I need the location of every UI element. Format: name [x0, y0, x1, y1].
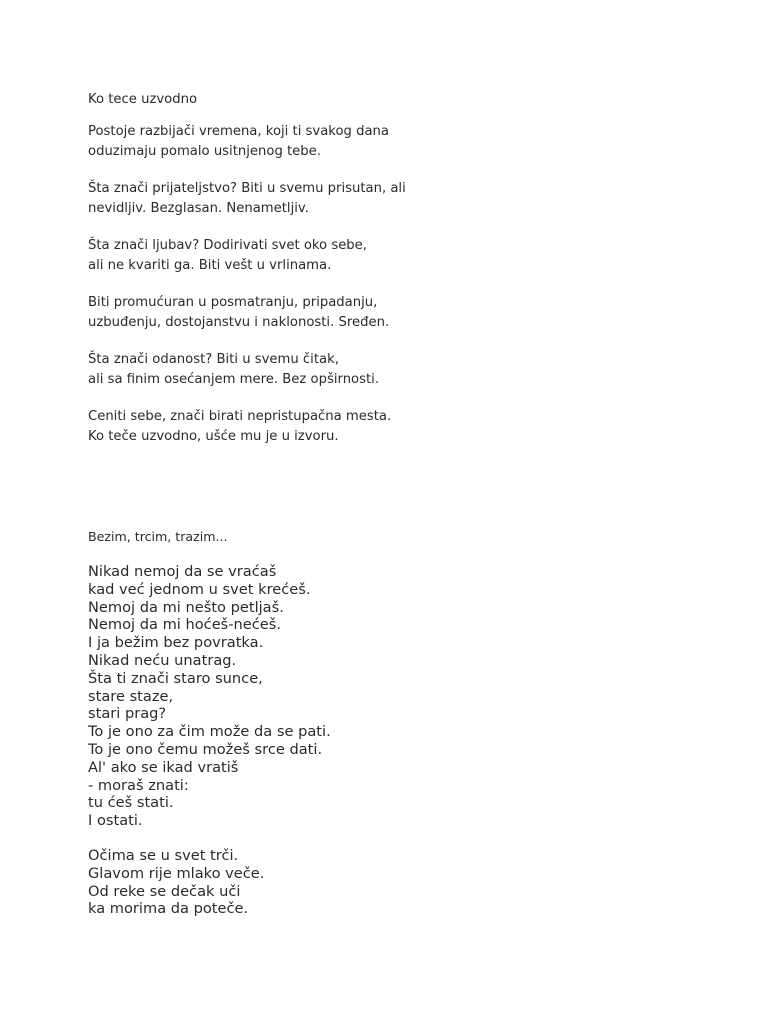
poem-title: Bezim, trcim, trazim...: [88, 529, 228, 544]
poem-line: Očima se u svet trči.: [88, 846, 239, 864]
poem-line: I ostati.: [88, 812, 143, 830]
poem-title: Ko tece uzvodno: [88, 92, 198, 107]
poem-body: [88, 122, 406, 464]
poem-line: Nemoj da mi nešto petljaš.: [88, 598, 284, 616]
stanza: [88, 847, 331, 918]
stanza: [88, 236, 406, 275]
poem-line: Ko teče uzvodno, ušće mu je u izvoru.: [88, 428, 339, 444]
stanza: [88, 293, 406, 332]
stanza: [88, 407, 406, 446]
poem-line: Biti promućuran u posmatranju, pripadanju,: [88, 295, 378, 310]
poem-line: nevidljiv. Bezglasan. Nenametljiv.: [88, 200, 309, 216]
poem-line: - moraš znati:: [88, 776, 189, 794]
poem-line: stare staze,: [88, 687, 174, 705]
poem-line: To je ono za čim može da se pati.: [88, 723, 331, 741]
stanza: [88, 563, 331, 830]
poem-line: tu ćeš stati.: [88, 794, 174, 812]
poem-line: To je ono čemu možeš srce dati.: [88, 740, 323, 758]
poem-line: kad već jednom u svet krećeš.: [88, 580, 311, 598]
poem-line: ali ne kvariti ga. Biti vešt u vrlinama.: [88, 257, 332, 273]
poem-line: Al' ako se ikad vratiš: [88, 758, 239, 776]
poem-line: Šta znači odanost? Biti u svemu čitak,: [88, 352, 339, 367]
poem-line: I ja bežim bez povratka.: [88, 634, 264, 652]
poem-line: Ceniti sebe, znači birati nepristupačna mesta.: [88, 409, 392, 424]
poem-line: Nemoj da mi hoćeš-nećeš.: [88, 616, 282, 634]
poem-line: ka morima da poteče.: [88, 900, 249, 918]
poem-line: uzbuđenju, dostojanstvu i naklonosti. Sređen.: [88, 314, 390, 330]
poem-line: Glavom rije mlako veče.: [88, 864, 265, 882]
stanza: [88, 350, 406, 389]
poem-body: [88, 563, 331, 935]
poem-line: Nikad neću unatrag.: [88, 651, 237, 669]
document-page: [88, 0, 728, 1024]
poem-line: Postoje razbijači vremena, koji ti svakog dana: [88, 124, 389, 139]
poem-line: oduzimaju pomalo usitnjenog tebe.: [88, 143, 321, 159]
stanza: [88, 122, 406, 161]
poem-line: Šta znači prijateljstvo? Biti u svemu prisutan, ali: [88, 181, 406, 196]
poem-line: Od reke se dečak uči: [88, 882, 241, 900]
poem-line: Nikad nemoj da se vraćaš: [88, 563, 277, 580]
poem-line: ali sa finim osećanjem mere. Bez opširnosti.: [88, 371, 380, 387]
poem-line: Šta ti znači staro sunce,: [88, 669, 263, 687]
poem-line: Šta znači ljubav? Dodirivati svet oko sebe,: [88, 238, 367, 253]
stanza: [88, 179, 406, 218]
poem-line: stari prag?: [88, 705, 167, 723]
